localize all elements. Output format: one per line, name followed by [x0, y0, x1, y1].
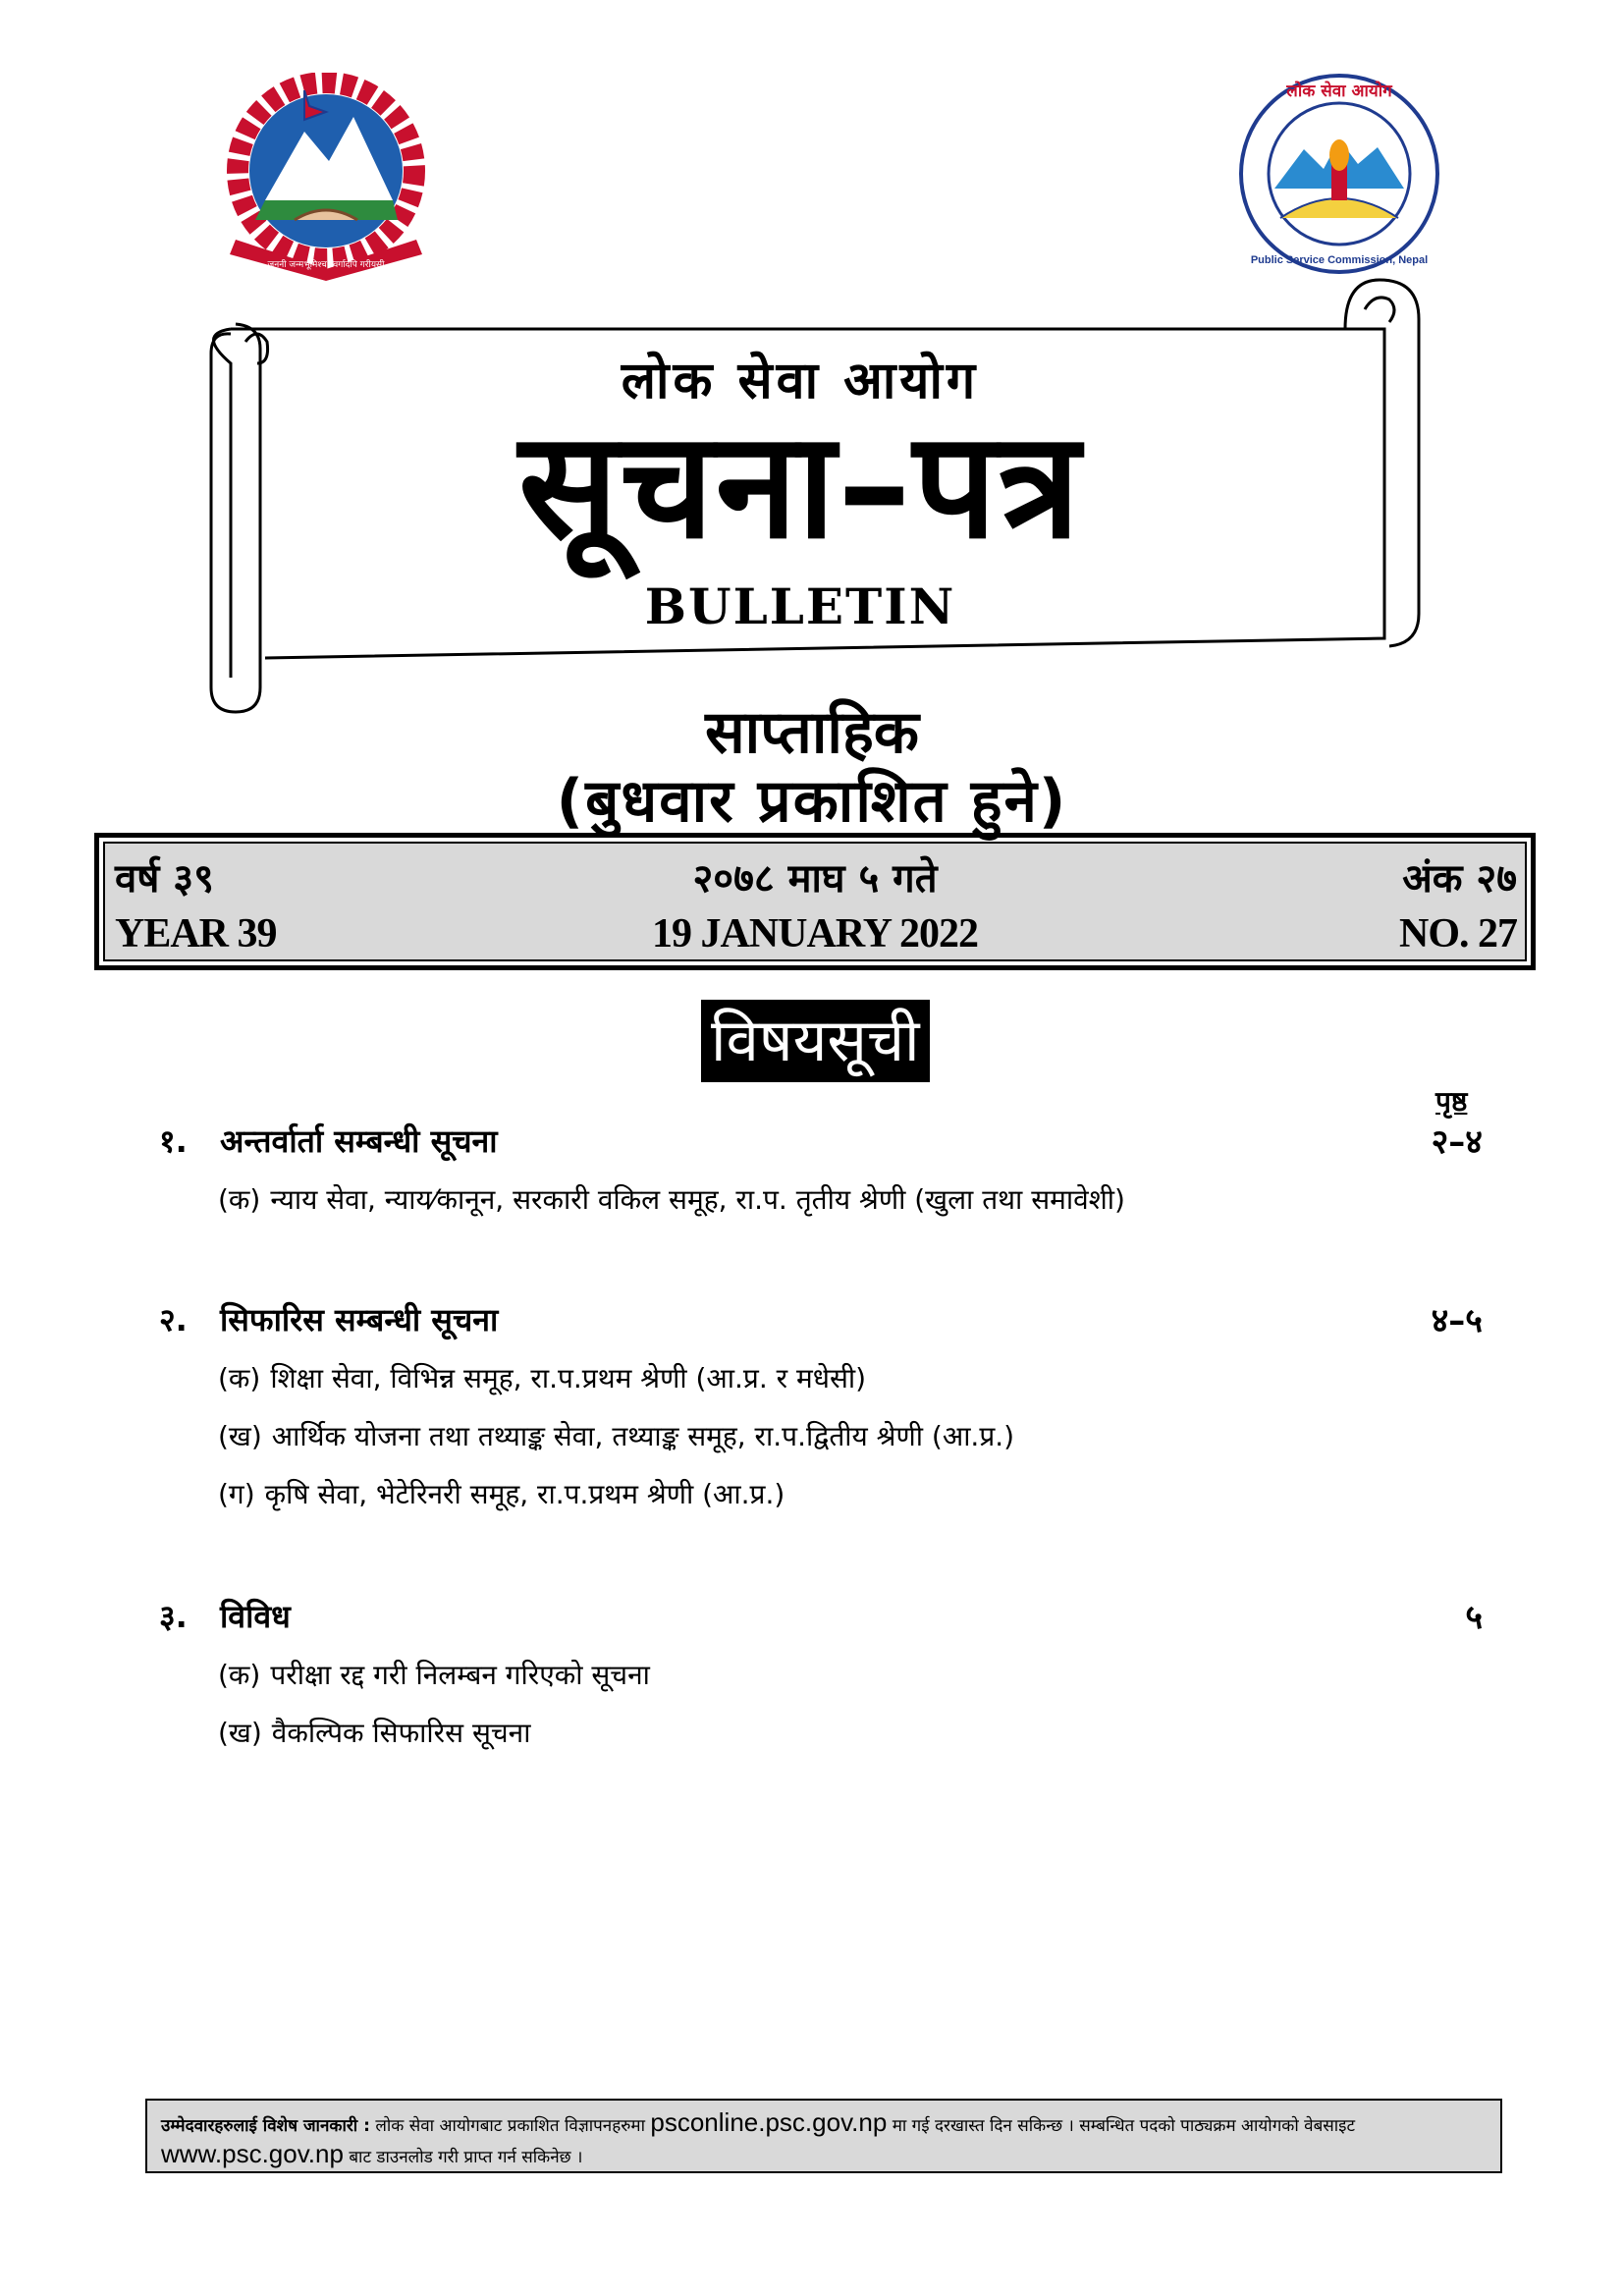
toc-heading: विषयसूची	[701, 1000, 930, 1082]
toc-sub-item[interactable]	[218, 1359, 866, 1396]
publication-frequency: साप्ताहिक	[705, 698, 919, 767]
notice-text: बाट डाउनलोड गरी प्राप्त गर्न सकिनेछ ।	[349, 2148, 583, 2167]
government-emblem-icon	[196, 73, 457, 284]
psc-logo-ring-text: Public Service Commission, Nepal	[1250, 254, 1429, 266]
toc-sub-item-text: शिक्षा सेवा, विभिन्न समूह, रा.प.प्रथम श्रेणी (आ.प्र. र मधेसी)	[270, 1362, 867, 1394]
bulletin-title-en: BULLETIN	[644, 577, 956, 635]
toc-sub-item-label: (ख)	[218, 1717, 262, 1749]
toc-section-pages: ५	[1465, 1598, 1483, 1637]
toc-sub-item[interactable]	[218, 1180, 1125, 1218]
toc-section-title[interactable]	[159, 1595, 291, 1637]
bulletin-title: सूचना–पत्र	[518, 401, 1082, 572]
toc-sub-item-text: परीक्षा रद्द गरी निलम्बन गरिएको सूचना	[270, 1659, 650, 1691]
toc-sub-item[interactable]	[218, 1475, 785, 1512]
psc-website-link[interactable]: www.psc.gov.np	[161, 2139, 344, 2168]
issue-number-en: NO. 27	[1399, 911, 1517, 957]
toc-sub-item[interactable]	[218, 1417, 1014, 1454]
toc-section-pages: २–४	[1431, 1122, 1483, 1162]
date-np: २०७८ माघ ५ गते	[692, 856, 938, 902]
issue-number-np: अंक २७	[1402, 856, 1517, 902]
toc-page-column-label: पृष्ठ	[1435, 1085, 1468, 1118]
toc-section-pages: ४–५	[1431, 1301, 1483, 1340]
toc-sub-item-text: कृषि सेवा, भेटेरिनरी समूह, रा.प.प्रथम श्रेणी (आ.प्र.)	[264, 1478, 785, 1510]
toc-sub-item-text: आर्थिक योजना तथा तथ्याङ्क सेवा, तथ्याङ्क समूह, रा.प.द्वितीय श्रेणी (आ.प्र.)	[271, 1420, 1015, 1452]
toc-sub-item-label: (ख)	[218, 1420, 262, 1452]
toc-sub-item-label: (क)	[218, 1659, 261, 1691]
toc-sub-item-text: वैकल्पिक सिफारिस सूचना	[271, 1717, 531, 1749]
toc-sub-item-label: (क)	[218, 1183, 261, 1216]
toc-sub-item-text: न्याय सेवा, न्याय⁄कानून, सरकारी वकिल समूह, रा.प. तृतीय श्रेणी (खुला तथा समावेशी)	[270, 1183, 1125, 1216]
toc-section-number: २.	[159, 1301, 188, 1339]
org-name: लोक सेवा आयोग	[621, 352, 980, 410]
toc-section-label: सिफारिस सम्बन्धी सूचना	[220, 1301, 499, 1339]
year-np: वर्ष ३९	[115, 856, 214, 902]
toc-section-title[interactable]	[159, 1120, 498, 1162]
psc-logo-icon	[1235, 71, 1443, 277]
emblem-motto: जननी जन्मभूमिश्च स्वर्गादपि गरीयसी	[267, 260, 385, 270]
notice-text: मा गई दरखास्त दिन सकिन्छ । सम्बन्धित पदको पाठ्यक्रम आयोगको वेबसाइट	[892, 2116, 1356, 2136]
toc-section-label: अन्तर्वार्ता सम्बन्धी सूचना	[220, 1122, 498, 1160]
date-en: 19 JANUARY 2022	[652, 911, 978, 957]
notice-lead: उम्मेदवारहरुलाई विशेष जानकारी :	[161, 2116, 370, 2136]
candidate-notice-box	[145, 2099, 1502, 2173]
toc-sub-item-label: (क)	[218, 1362, 261, 1394]
toc-sub-item[interactable]	[218, 1714, 530, 1751]
notice-text: लोक सेवा आयोगबाट प्रकाशित विज्ञापनहरुमा	[375, 2116, 645, 2136]
toc-section-label: विविध	[220, 1598, 291, 1635]
psconline-link[interactable]: psconline.psc.gov.np	[650, 2107, 888, 2137]
issue-info-box	[94, 833, 1536, 970]
toc-section-number: १.	[159, 1122, 188, 1160]
toc-sub-item-label: (ग)	[218, 1478, 255, 1510]
toc-section-title[interactable]	[159, 1298, 498, 1340]
toc-section-number: ३.	[159, 1598, 188, 1635]
year-en: YEAR 39	[115, 911, 277, 957]
toc-sub-item[interactable]	[218, 1656, 650, 1693]
psc-logo-top-text: लोक सेवा आयोग	[1286, 82, 1392, 101]
publication-frequency-note: (बुधवार प्रकाशित हुने)	[556, 767, 1068, 836]
